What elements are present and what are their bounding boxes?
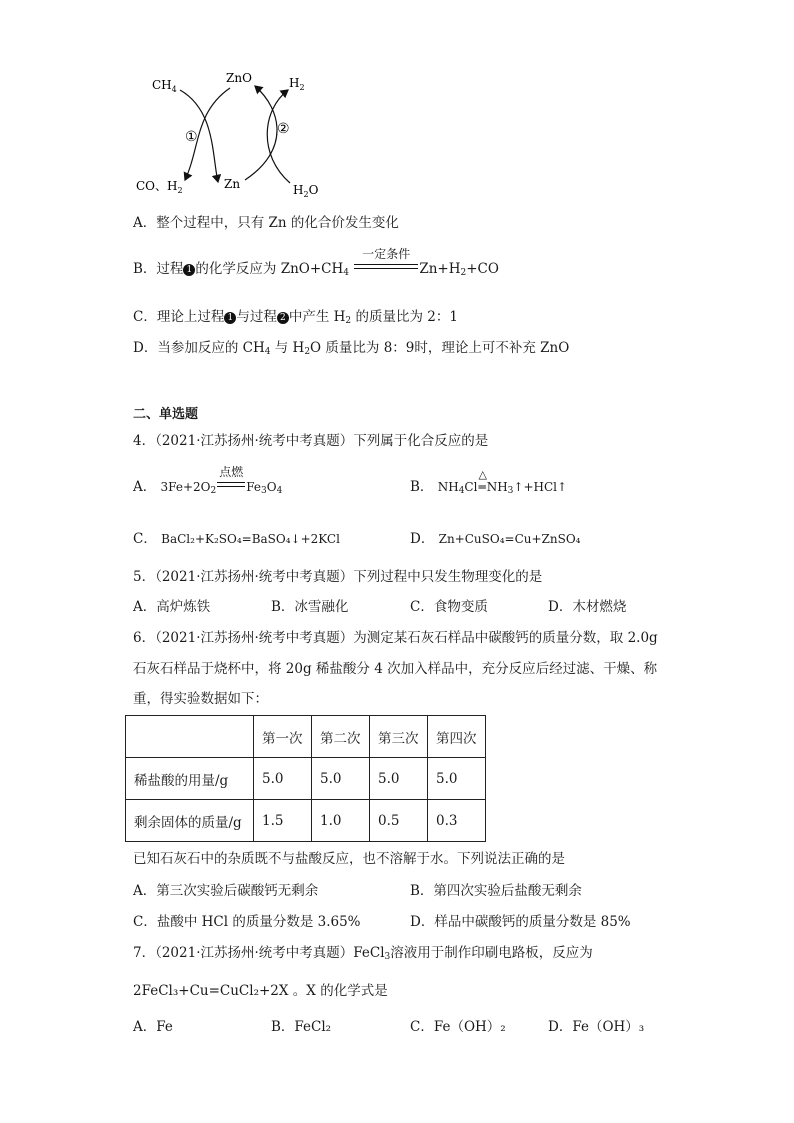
table-header-cell xyxy=(126,716,254,758)
q6-option-d[interactable]: D．样品中碳酸钙的质量分数是 85% xyxy=(410,914,631,930)
circled-2: 2 xyxy=(277,312,289,324)
label-ch4: $CH_4$ xyxy=(152,78,177,94)
table-cell: 0.5 xyxy=(370,800,428,842)
heat-condition: △ ═ xyxy=(478,468,487,494)
q6-stem-line1: 6．（2021·江苏扬州·统考中考真题）为测定某石灰石样品中碳酸钙的质量分数，取 2.0g xyxy=(133,630,658,646)
reaction-cycle-diagram xyxy=(0,0,794,205)
table-cell: 剩余固体的质量/g xyxy=(126,800,254,842)
label-h2-top: $H_2$ xyxy=(289,76,305,92)
step2-marker: ② xyxy=(277,121,290,137)
q3-option-a[interactable]: A．整个过程中，只有 Zn 的化合价发生变化 xyxy=(133,215,399,231)
q4-option-a[interactable]: A． $3Fe+2O_2$ 点燃 $Fe_3O_4$ xyxy=(133,465,283,496)
q5-option-a[interactable]: A．高炉炼铁 xyxy=(133,599,211,615)
table-cell: 稀盐酸的用量/g xyxy=(126,758,254,800)
table-row xyxy=(126,758,486,800)
label-zn: Zn xyxy=(224,177,241,191)
ignition-condition: 点燃 xyxy=(217,478,245,496)
experiment-data-table xyxy=(125,715,486,842)
q4-option-b[interactable]: B． $NH_4Cl$ △ $═NH_3↑+HCl↑$ xyxy=(410,468,568,496)
arc-zn-to-zno xyxy=(245,86,277,180)
q3-option-c[interactable]: C．理论上过程 1 与过程 2 中产生 $H_2$ 的质量比为 2：1 xyxy=(133,309,458,326)
table-cell: 5.0 xyxy=(428,758,486,800)
table-cell: 0.3 xyxy=(428,800,486,842)
table-row xyxy=(126,800,486,842)
table-header-cell: 第一次 xyxy=(254,716,312,758)
table-header-cell: 第二次 xyxy=(312,716,370,758)
table-cell: 5.0 xyxy=(312,758,370,800)
q6-option-b[interactable]: B．第四次实验后盐酸无剩余 xyxy=(410,883,582,899)
q7-option-c[interactable]: C．Fe（OH）₂ xyxy=(410,1019,506,1035)
label-co-h2: CO、$H_2$ xyxy=(136,179,183,195)
circled-1: 1 xyxy=(183,264,195,276)
table-header-cell: 第三次 xyxy=(370,716,428,758)
q7-option-a[interactable]: A．Fe xyxy=(133,1019,173,1035)
table-header-row xyxy=(126,716,486,758)
q3-option-b[interactable]: B．过程 1 的化学反应为 $ZnO+CH_4$ 一定条件 $Zn+H_2+CO$ xyxy=(133,247,499,278)
q4-option-c[interactable]: C． BaCl₂+K₂SO₄=BaSO₄↓+2KCl xyxy=(133,531,340,547)
q6-stem-line3: 重，得实验数据如下： xyxy=(133,691,268,707)
table-cell: 1.0 xyxy=(312,800,370,842)
q6-after-text: 已知石灰石中的杂质既不与盐酸反应，也不溶解于水。下列说法正确的是 xyxy=(133,851,565,867)
q6-option-c[interactable]: C．盐酸中 HCl 的质量分数是 3.65% xyxy=(133,914,361,930)
q5-option-b[interactable]: B．冰雪融化 xyxy=(271,599,349,615)
q5-option-c[interactable]: C．食物变质 xyxy=(410,599,488,615)
table-cell: 5.0 xyxy=(254,758,312,800)
section-title: 二、单选题 xyxy=(133,407,199,422)
q4-option-d[interactable]: D． Zn+CuSO₄=Cu+ZnSO₄ xyxy=(410,531,581,547)
q7-stem-line1: 7．（2021·江苏扬州·统考中考真题）FeCl$_3$溶液用于制作印刷电路板，反应为 xyxy=(133,945,593,962)
q5-stem: 5．（2021·江苏扬州·统考中考真题）下列过程中只发生物理变化的是 xyxy=(133,569,543,585)
q4-stem: 4．（2021·江苏扬州·统考中考真题）下列属于化合反应的是 xyxy=(133,433,489,449)
q6-option-a[interactable]: A．第三次实验后碳酸钙无剩余 xyxy=(133,883,319,899)
table-cell: 1.5 xyxy=(254,800,312,842)
q7-option-b[interactable]: B．FeCl₂ xyxy=(271,1019,332,1035)
q7-stem-line2: 2FeCl₃+Cu=CuCl₂+2X 。X 的化学式是 xyxy=(133,983,388,999)
circled-1: 1 xyxy=(224,312,236,324)
label-zno: ZnO xyxy=(226,71,252,85)
condition-arrow: 一定条件 xyxy=(354,260,418,278)
q3-option-d[interactable]: D．当参加反应的 $CH_4$ 与 $H_2O$ 质量比为 8：9时，理论上可不补充 ZnO xyxy=(133,340,570,357)
label-h2o: $H_2O$ xyxy=(293,183,319,199)
q5-option-d[interactable]: D．木材燃烧 xyxy=(548,599,627,615)
q6-stem-line2: 石灰石样品于烧杯中，将 20g 稀盐酸分 4 次加入样品中，充分反应后经过滤、干燥、称 xyxy=(133,661,658,677)
step1-marker: ① xyxy=(185,129,198,145)
table-cell: 5.0 xyxy=(370,758,428,800)
table-header-cell: 第四次 xyxy=(428,716,486,758)
q7-option-d[interactable]: D．Fe（OH）₃ xyxy=(548,1019,645,1035)
